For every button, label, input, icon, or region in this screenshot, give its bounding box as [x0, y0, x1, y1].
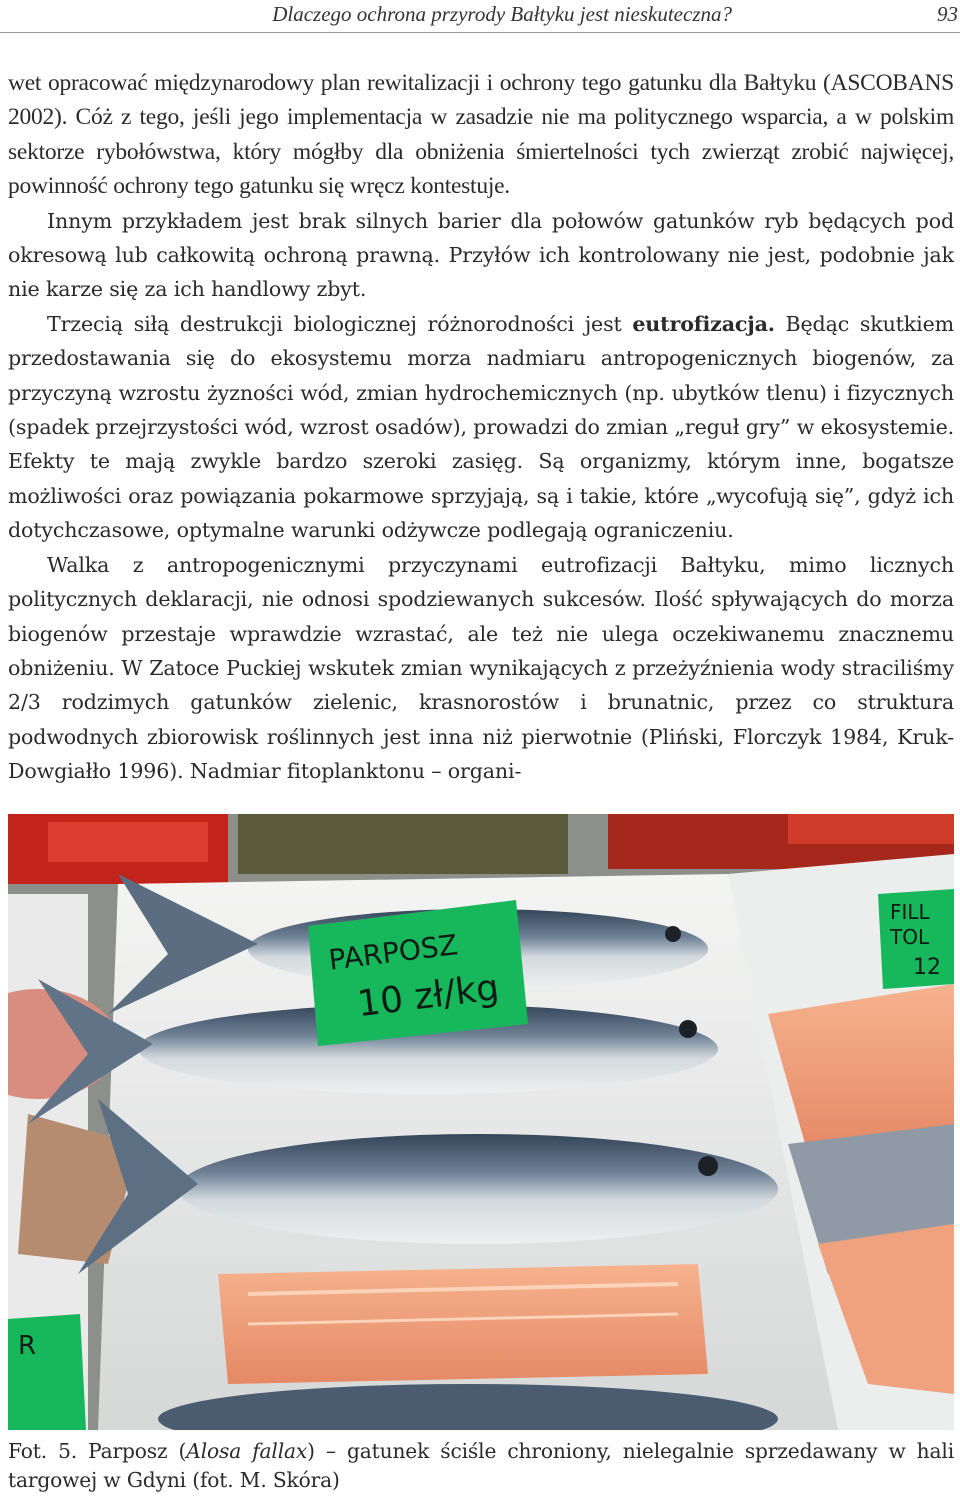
caption-species: Alosa fallax — [186, 1439, 308, 1463]
right-label-line1: FILL — [890, 900, 930, 924]
term-eutrofizacja: eutrofizacja. — [632, 311, 775, 336]
fish-market-photo — [8, 814, 954, 1430]
paragraph-3-end: Będąc skutkiem przedostawania się do ekosystemu morza nadmiaru antropogenicznych biogenów, za przyczyną wzrostu żyzności wód, zmian hydrochemicznych (np. ubytków tlenu) i fizycznych (spadek przejrzystości wód, wzrost osadów), prowadzi do zmian „reguł gry” w ekosystemie. Efekty te mają zwykle bardzo szeroki zasięg. Są organizmy, którym inne, bogatsze możliwości oraz powiązania pokarmowe sprzyjają, są i takie, które „wycofują się”, gdyż ich dotychczasowe, optymalne warunki odżywcze podlegają ograniczeniu. — [8, 311, 954, 543]
right-label-line2: TOL — [890, 925, 930, 949]
paragraph-3 — [8, 307, 954, 548]
paragraph-1: wet opracować międzynarodowy plan rewitalizacji i ochrony tego gatunku dla Bałtyku (ASCOBANS 2002). Cóż z tego, jeśli jego implementacja w zasadzie nie ma politycznego wsparcia, a w polskim sektorze rybołówstwa, który mógłby dla obniżenia śmiertelności tych zwierząt zrobić najwięcej, powinność ochrony tego gatunku się wręcz kontestuje. — [8, 70, 954, 200]
photo-caption — [8, 1437, 954, 1495]
body-text — [8, 66, 954, 789]
left-label — [8, 1314, 86, 1430]
left-label-text: R — [18, 1331, 37, 1361]
paragraph-3-start: Trzecią siłą destrukcji biologicznej różnorodności jest — [47, 311, 633, 336]
caption-end: ) – gatunek ściśle chroniony, nielegalnie sprzedawany w hali targowej w Gdyni (fot. M. Skóra) — [8, 1439, 954, 1492]
price-label — [308, 900, 528, 1046]
caption-start: Fot. 5. Parposz ( — [8, 1439, 187, 1463]
page-number: 93 — [937, 2, 958, 26]
right-label-line3: 12 — [913, 955, 941, 980]
price-label-species: PARPOSZ — [326, 928, 460, 977]
header-title: Dlaczego ochrona przyrody Bałtyku jest nieskuteczna? — [272, 2, 732, 26]
paragraph-4: Walka z antropogenicznymi przyczynami eutrofizacji Bałtyku, mimo licznych politycznych deklaracji, nie odnosi spodziewanych sukcesów. Ilość spływających do morza biogenów przestaje wprawdzie wzrastać, ale też nie ulega oczekiwanemu znacznemu obniżeniu. W Zatoce Puckiej wskutek zmian wynikających z przeżyźnienia wody straciliśmy 2/3 rodzimych gatunków zielenic, krasnorostów i brunatnic, przez co struktura podwodnych zbiorowisk roślinnych jest inna niż pierwotnie (Pliński, Florczyk 1984, Kruk-Dowgiałło 1996). Nadmiar fitoplanktonu – organi- — [8, 552, 954, 784]
price-label-price: 10 zł/kg — [355, 967, 502, 1026]
running-header — [0, 0, 960, 33]
paragraph-2: Innym przykładem jest brak silnych barier dla połowów gatunków ryb będących pod okresową lub całkowitą ochroną prawną. Przyłów ich kontrolowany nie jest, podobnie jak nie karze się za ich handlowy zbyt. — [8, 208, 954, 302]
right-label — [878, 889, 954, 989]
